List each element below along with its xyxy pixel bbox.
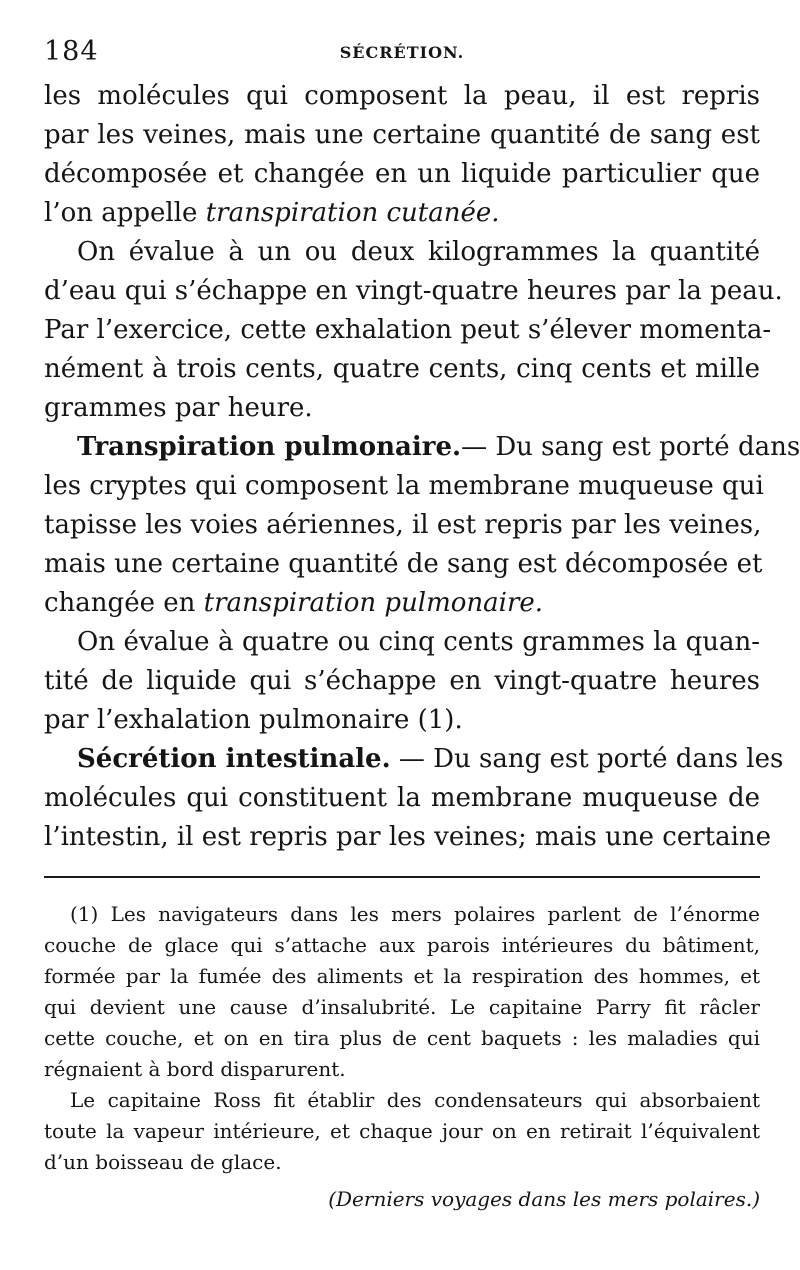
body-line: tité de liquide qui s’échappe en vingt-quatre heures [44,666,760,696]
footnote-line: couche de glace qui s’attache aux parois intérieures du bâtiment, [44,933,760,957]
body-line-text: — Du sang est porté dans les [398,744,784,774]
page-header [44,36,760,70]
body-line: d’eau qui s’échappe en vingt-quatre heures par la peau. [44,276,783,306]
footnote-line: régnaient à bord disparurent. [44,1057,346,1081]
body-line: par l’exhalation pulmonaire (1). [44,705,463,735]
paragraph-first-line: On évalue à un ou deux kilogrammes la quantité [77,237,760,267]
body-line-text: l’on appelle [44,198,198,228]
footnote-line: qui devient une cause d’insalubrité. Le capitaine Parry fit râcler [44,995,760,1019]
section-heading: Sécrétion intestinale. [77,744,391,774]
paragraph-first-line [44,428,800,467]
footnote-line: Le capitaine Ross fit établir des condensateurs qui absorbaient [70,1088,760,1112]
body-line: les molécules qui composent la peau, il est repris [44,81,760,111]
footnote-source: (Derniers voyages dans les mers polaires.) [328,1187,760,1211]
body-line [44,584,760,623]
body-line: Par l’exercice, cette exhalation peut s’élever momenta- [44,315,772,345]
footnote-line: cette couche, et on en tira plus de cent baquets : les maladies qui [44,1026,760,1050]
page-number: 184 [44,36,99,67]
body-line: les cryptes qui composent la membrane muqueuse qui [44,471,764,501]
body-line: décomposée et changée en un liquide particulier que [44,159,760,189]
italic-term: transpiration pulmonaire. [203,588,544,618]
paragraph-first-line: On évalue à quatre ou cinq cents grammes la quan- [77,627,760,657]
italic-term: transpiration cutanée. [205,198,500,228]
body-line: tapisse les voies aériennes, il est repris par les veines, [44,510,762,540]
footnote-line: d’un boisseau de glace. [44,1150,282,1174]
body-line: l’intestin, il est repris par les veines; mais une certaine [44,822,772,852]
body-line-text: — Du sang est porté dans [461,432,800,462]
body-line-text: changée en [44,588,196,618]
footnote-rule [44,876,760,878]
body-line [44,194,760,233]
footnotes [44,899,760,1215]
body-line: par les veines, mais une certaine quantité de sang est [44,120,760,150]
section-heading: Transpiration pulmonaire. [77,432,462,462]
footnote-line: (1) Les navigateurs dans les mers polaires parlent de l’énorme [70,902,760,926]
footnote-line: formée par la fumée des aliments et la respiration des hommes, et [44,964,760,988]
body-line: nément à trois cents, quatre cents, cinq cents et mille [44,354,760,384]
body-text [44,77,800,857]
body-line: grammes par heure. [44,393,313,423]
running-head: SÉCRÉTION. [339,43,465,62]
body-line: molécules qui constituent la membrane muqueuse de [44,783,760,813]
footnote-line: toute la vapeur intérieure, et chaque jour on en retirait l’équivalent [44,1119,760,1143]
paragraph-first-line [44,740,784,779]
body-line: mais une certaine quantité de sang est décomposée et [44,549,763,579]
